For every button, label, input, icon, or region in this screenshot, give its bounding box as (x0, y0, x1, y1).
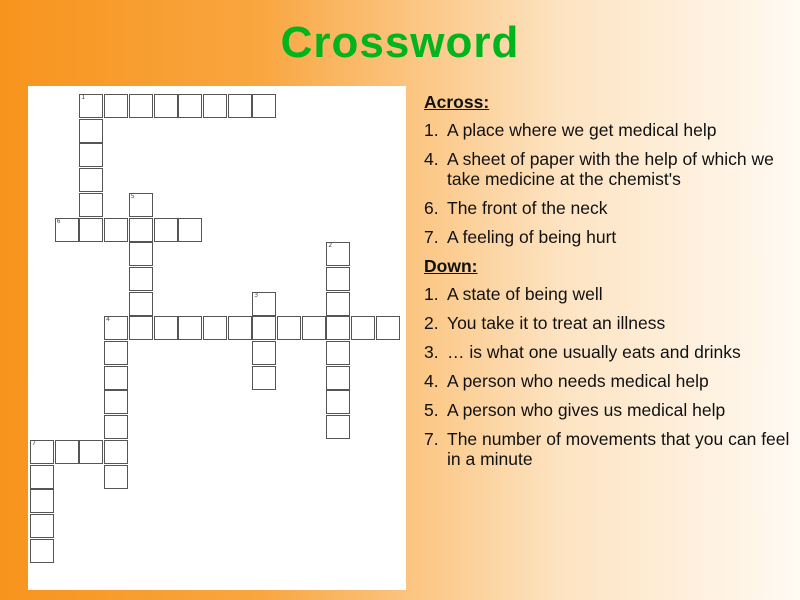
across-heading: Across: (424, 92, 490, 112)
crossword-cell[interactable] (129, 267, 153, 291)
clue-text: A feeling of being hurt (447, 227, 617, 247)
crossword-cell[interactable] (79, 94, 103, 118)
crossword-cell[interactable] (178, 94, 202, 118)
clue-number: 1. (424, 120, 439, 140)
crossword-cell[interactable] (129, 292, 153, 316)
crossword-cell[interactable] (55, 218, 79, 242)
cell-number: 6 (56, 217, 61, 225)
cell-number: 3 (254, 291, 259, 299)
down-clue (424, 429, 794, 469)
clue-text: You take it to treat an illness (447, 313, 666, 333)
clue-number: 3. (424, 342, 439, 362)
crossword-cell[interactable] (104, 218, 128, 242)
crossword-cell[interactable] (154, 316, 178, 340)
down-clue (424, 400, 794, 420)
crossword-cell[interactable] (129, 316, 153, 340)
clue-number: 5. (424, 400, 439, 420)
crossword-cell[interactable] (252, 366, 276, 390)
cell-number: 4 (106, 316, 110, 324)
crossword-cell[interactable] (178, 316, 202, 340)
clue-text: A person who gives us medical help (447, 400, 726, 420)
crossword-cell[interactable] (55, 440, 79, 464)
down-clue-list (424, 284, 794, 469)
crossword-cell[interactable] (129, 218, 153, 242)
crossword-cell[interactable] (79, 193, 103, 217)
crossword-cell[interactable] (351, 316, 375, 340)
crossword-cell[interactable] (104, 341, 128, 365)
down-clue (424, 284, 794, 304)
crossword-cell[interactable] (104, 390, 128, 414)
cell-number: 1 (81, 94, 86, 101)
crossword-cell[interactable] (228, 316, 252, 340)
crossword-cell[interactable] (326, 341, 350, 365)
crossword-cell[interactable] (30, 440, 54, 464)
clue-number: 4. (424, 149, 439, 169)
crossword-cell[interactable] (252, 292, 276, 316)
page-title: Crossword (280, 18, 520, 67)
crossword-cell[interactable] (376, 316, 400, 340)
clue-text: A person who needs medical help (447, 371, 709, 391)
clue-number: 2. (424, 313, 439, 333)
cell-number: 7 (32, 439, 36, 447)
crossword-cell[interactable] (326, 316, 350, 340)
crossword-cell[interactable] (302, 316, 326, 340)
cell-number: 2 (328, 242, 333, 250)
crossword-cell[interactable] (129, 242, 153, 266)
clue-text: The front of the neck (447, 198, 608, 218)
crossword-cell[interactable] (228, 94, 252, 118)
crossword-cell[interactable] (104, 366, 128, 390)
clue-text: The number of movements that you can feel in a minute (447, 429, 790, 469)
crossword-cell[interactable] (326, 242, 350, 266)
crossword-cell[interactable] (104, 94, 128, 118)
crossword-cell[interactable] (79, 119, 103, 143)
crossword-cell[interactable] (79, 218, 103, 242)
crossword-cell[interactable] (30, 539, 54, 563)
down-clue (424, 371, 794, 391)
crossword-cell[interactable] (79, 440, 103, 464)
across-clue (424, 198, 794, 218)
crossword-cell[interactable] (326, 366, 350, 390)
clue-text: A sheet of paper with the help of which we take medicine at the chemist's (447, 149, 774, 189)
clue-number: 7. (424, 227, 439, 247)
clue-number: 6. (424, 198, 439, 218)
cell-number: 5 (130, 192, 135, 200)
crossword-grid (28, 86, 406, 590)
crossword-cell[interactable] (203, 94, 227, 118)
down-clue (424, 313, 794, 333)
crossword-cell[interactable] (104, 316, 128, 340)
clue-number: 1. (424, 284, 439, 304)
crossword-cell[interactable] (203, 316, 227, 340)
crossword-cell[interactable] (129, 193, 153, 217)
clue-text: … is what one usually eats and drinks (447, 342, 741, 362)
across-clue (424, 120, 794, 140)
crossword-cell[interactable] (104, 440, 128, 464)
crossword-cell[interactable] (252, 341, 276, 365)
crossword-cell[interactable] (326, 390, 350, 414)
crossword-cell[interactable] (104, 465, 128, 489)
clue-text: A place where we get medical help (447, 120, 717, 140)
crossword-cell[interactable] (178, 218, 202, 242)
crossword-cell[interactable] (30, 465, 54, 489)
across-clue (424, 149, 794, 189)
clue-number: 7. (424, 429, 439, 449)
crossword-cell[interactable] (30, 489, 54, 513)
down-clue (424, 342, 794, 362)
across-clue-list (424, 120, 794, 247)
crossword-cell[interactable] (326, 292, 350, 316)
clues-panel (424, 92, 794, 478)
crossword-cell[interactable] (326, 267, 350, 291)
crossword-cell[interactable] (154, 218, 178, 242)
crossword-cell[interactable] (104, 415, 128, 439)
clue-text: A state of being well (447, 284, 603, 304)
crossword-cell[interactable] (129, 94, 153, 118)
across-clue (424, 227, 794, 247)
crossword-cell[interactable] (79, 143, 103, 167)
down-heading: Down: (424, 256, 478, 276)
crossword-cell[interactable] (252, 94, 276, 118)
crossword-cell[interactable] (252, 316, 276, 340)
clue-number: 4. (424, 371, 439, 391)
crossword-cell[interactable] (326, 415, 350, 439)
crossword-cell[interactable] (30, 514, 54, 538)
crossword-cell[interactable] (277, 316, 301, 340)
crossword-cell[interactable] (79, 168, 103, 192)
crossword-cell[interactable] (154, 94, 178, 118)
